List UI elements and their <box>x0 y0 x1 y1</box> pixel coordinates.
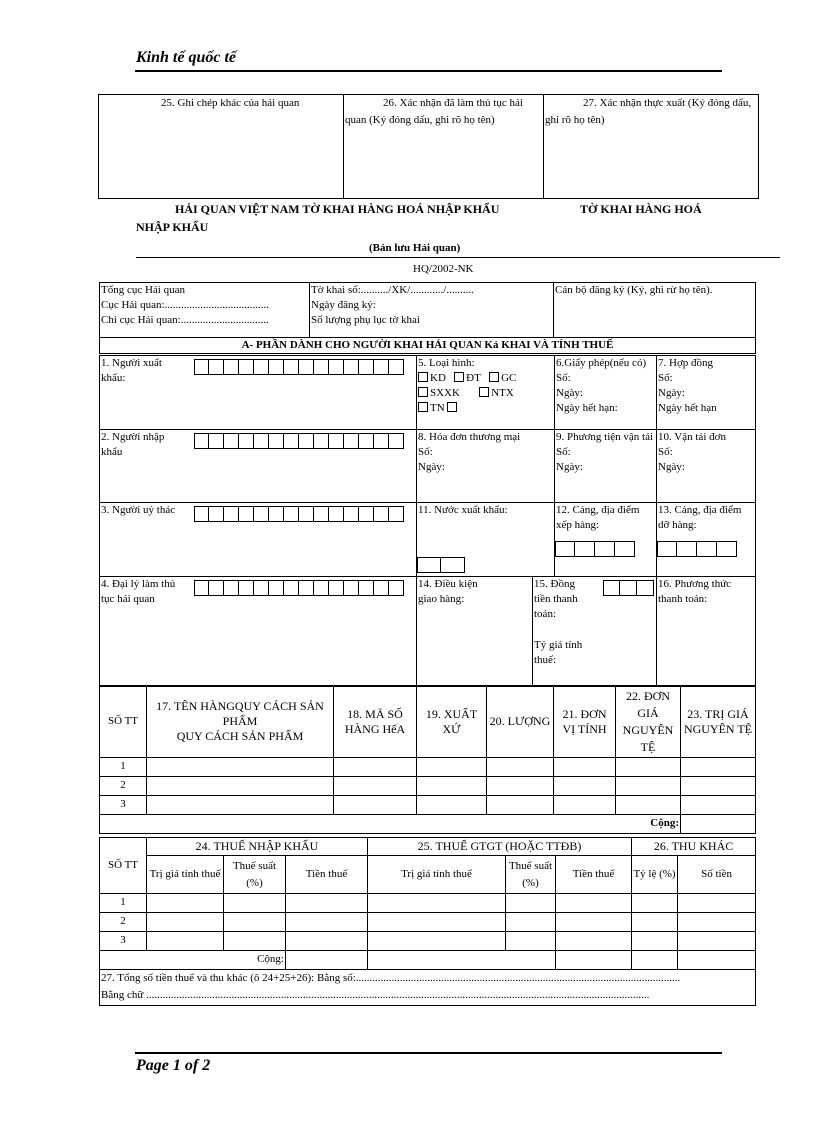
declaration-fields-table <box>99 355 756 687</box>
field-13-unloading-port: 13. Cảng, địa điểm dỡ hàng: <box>657 503 756 577</box>
field-9-transport: 9. Phương tiện vận tải Số: Ngày: <box>555 430 657 503</box>
field-8-invoice: 8. Hóa đơn thương mại Số: Ngày: <box>417 430 555 503</box>
tax-26-ratio: Tỷ lệ (%) <box>632 856 678 894</box>
field-7-contract: 7. Hợp đồng Số: Ngày: Ngày hết hạn <box>657 356 756 430</box>
field-1-exporter: 1. Người xuất khẩu: <box>100 356 417 430</box>
footer-rule <box>135 1052 722 1054</box>
form-title-line2: NHẬP KHẨU <box>136 220 209 234</box>
field-3-trustor: 3. Người uỷ thác <box>100 503 417 577</box>
field-12-loading-port: 12. Cảng, địa điểm xếp hàng: <box>555 503 657 577</box>
table-row: 3 <box>100 932 756 951</box>
exchange-rate: Tỷ giá tính thuế: <box>534 639 583 666</box>
tax-25-amount: Tiền thuế <box>556 856 632 894</box>
form-code: HQ/2002-NK <box>413 263 474 275</box>
importer-code-boxes <box>194 433 404 449</box>
tax-26-total <box>678 951 756 970</box>
appendix-count: Số lượng phụ lục tờ khai <box>311 314 420 326</box>
goods-col-18-code: 18. MÃ SỐ HÀNG HểA <box>334 686 417 758</box>
goods-col-stt: SỐ TT <box>100 686 147 758</box>
goods-col-23-value: 23. TRỊ GIÁ NGUYÊN TỆ <box>681 686 756 758</box>
goods-total-label: Cộng: <box>100 815 681 834</box>
country-code-boxes <box>417 557 465 573</box>
title-rule <box>136 257 780 258</box>
field-14-delivery-terms: 14. Điều kiện giao hàng: <box>417 577 533 687</box>
field-27-total-tax <box>100 970 756 1006</box>
goods-col-20-quantity: 20. LƯỢNG <box>487 686 554 758</box>
tax-24-base: Trị giá tính thuế <box>147 856 224 894</box>
table-row: 3 <box>100 796 756 815</box>
declaration-number-cell <box>310 283 554 338</box>
header-rule <box>135 70 722 72</box>
page-number: Page 1 of 2 <box>136 1057 211 1074</box>
table-row: 2 <box>100 913 756 932</box>
total-tax-number: 27. Tổng số tiền thuế và thu khác (ô 24+25+26): Bằng số:...................................................................................................................... <box>101 972 681 984</box>
unloading-port-boxes <box>657 541 737 557</box>
tax-table <box>99 837 756 1006</box>
total-tax-words: Bằng chữ ....................................................................................................................................................................................... <box>101 989 650 1001</box>
form-copy-label: (Bản lưu Hải quan) <box>369 242 461 254</box>
goods-col-22-unit-price: 22. ĐƠN GIÁ NGUYÊN TỆ <box>616 686 681 758</box>
field-10-bill-of-lading: 10. Vận tải đơn Số: Ngày: <box>657 430 756 503</box>
checkbox-sxxk[interactable] <box>418 387 428 397</box>
tax-25-total <box>556 951 632 970</box>
tax-group-25-vat: 25. THUẾ GTGT (HOẶC TTĐB) <box>368 838 632 856</box>
field-2-importer: 2. Người nhập khẩu <box>100 430 417 503</box>
customs-department: Cục Hải quan:...................................... <box>101 299 270 311</box>
tax-col-stt: SỐ TT <box>100 838 147 894</box>
goods-col-19-origin: 19. XUẤT XỨ <box>417 686 487 758</box>
box-26-customs-confirmation: 26. Xác nhận đã làm thủ tục hải quan (Ký đóng dấu, ghi rõ họ tên) <box>344 95 544 199</box>
customs-office-cell <box>100 283 310 338</box>
tax-25-rate: Thuế suất (%) <box>506 856 556 894</box>
field-11-export-country: 11. Nước xuất khẩu: <box>417 503 555 577</box>
loading-port-boxes <box>555 541 635 557</box>
tax-group-24-import: 24. THUẾ NHẬP KHẨU <box>147 838 368 856</box>
field-6-license: 6.Giấy phép(nếu có) Số: Ngày: Ngày hết hạn: <box>555 356 657 430</box>
general-department: Tổng cục Hải quan <box>101 284 185 296</box>
checkbox-kd[interactable] <box>418 372 428 382</box>
goods-total-value <box>681 815 756 834</box>
table-row: 1 <box>100 758 756 777</box>
tax-24-rate: Thuế suất (%) <box>224 856 286 894</box>
tax-26-amount: Số tiền <box>678 856 756 894</box>
currency-code-boxes <box>603 580 654 596</box>
goods-col-17-name: 17. TÊN HÀNGQUY CÁCH SẢN PHẨM QUY CÁCH SẢN PHẨM <box>147 686 334 758</box>
table-row: 2 <box>100 777 756 796</box>
table-row: 1 <box>100 894 756 913</box>
checkbox-dt[interactable] <box>454 372 464 382</box>
tax-24-total <box>286 951 368 970</box>
checkbox-ntx[interactable] <box>479 387 489 397</box>
goods-table <box>99 685 756 834</box>
checkbox-gc[interactable] <box>489 372 499 382</box>
exporter-code-boxes <box>194 359 404 375</box>
goods-col-21-unit: 21. ĐƠN VỊ TÍNH <box>554 686 616 758</box>
agent-code-boxes <box>194 580 404 596</box>
trustor-code-boxes <box>194 506 404 522</box>
field-16-payment-method: 16. Phương thức thanh toán: <box>657 577 756 687</box>
declaration-info-table <box>99 282 756 354</box>
customs-notes-table <box>98 94 759 199</box>
tax-25-base: Trị giá tính thuế <box>368 856 506 894</box>
form-title-line1: HẢI QUAN VIỆT NAM TỜ KHAI HÀNG HOÁ NHẬP KHẨU <box>175 202 500 216</box>
registration-date: Ngày đăng ký: <box>311 299 376 311</box>
form-title-right: TỜ KHAI HÀNG HOÁ <box>580 202 702 216</box>
checkbox-tn[interactable] <box>418 402 428 412</box>
tax-group-26-other: 26. THU KHÁC <box>632 838 756 856</box>
field-15-currency: 15. Đồng tiền thanh toán: Tỷ giá tính thuế: <box>533 577 657 687</box>
declaration-number: Tờ khai số:........../XK/............/.......... <box>311 284 474 296</box>
tax-24-amount: Tiền thuế <box>286 856 368 894</box>
customs-sub-department: Chi cục Hải quan:................................ <box>101 314 269 326</box>
box-25-customs-notes: 25. Ghi chép khác của hải quan <box>99 95 344 199</box>
page-header-title: Kinh tế quốc tế <box>136 49 237 66</box>
section-a-heading: A- PHẦN DÀNH CHO NGƯỜI KHAI HẢI QUAN Kả KHAI VÀ TÍNH THUẾ <box>100 338 756 354</box>
box-27-export-confirmation: 27. Xác nhận thực xuất (Ký đóng dấu, ghi rõ họ tên) <box>544 95 759 199</box>
registering-officer-cell: Cán bộ đăng ký (Ký, ghi rừ họ tên). <box>554 283 756 338</box>
field-5-type: 5. Loại hình: KD ĐT GC SXXK NTX TN <box>417 356 555 430</box>
checkbox-other[interactable] <box>447 402 457 412</box>
tax-total-label: Cộng: <box>100 951 286 970</box>
field-4-customs-agent: 4. Đại lý làm thủ tục hải quan <box>100 577 417 687</box>
